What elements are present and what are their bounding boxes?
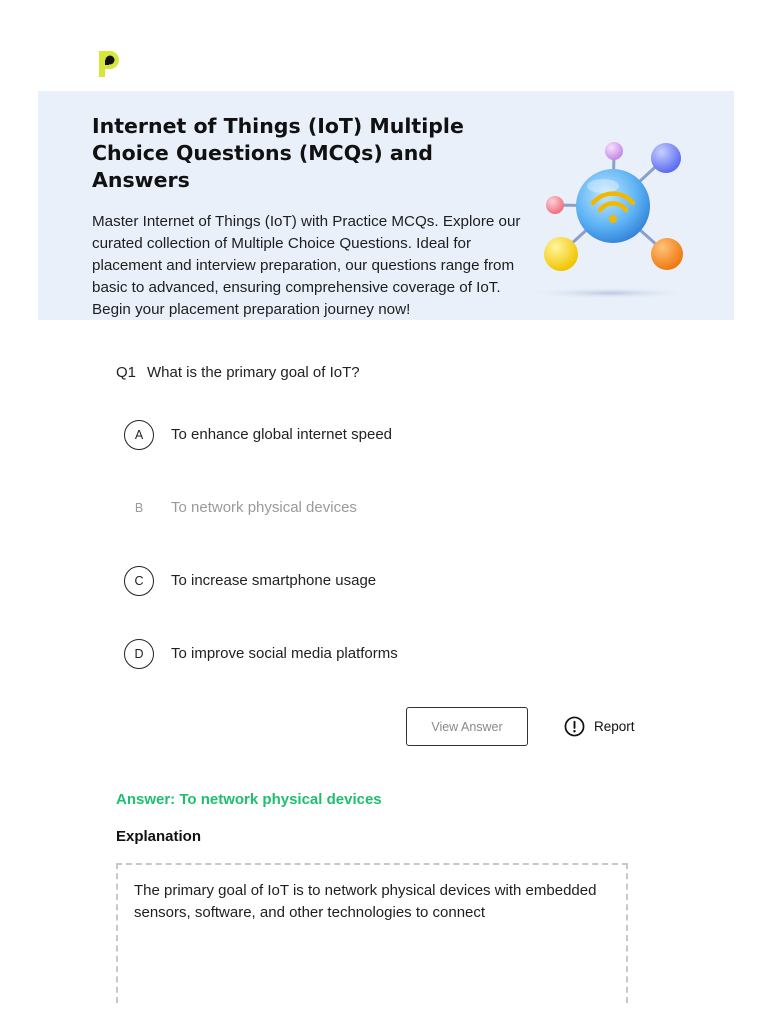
page-title: Internet of Things (IoT) Multiple Choice Questions (MCQs) and Answers: [92, 114, 464, 192]
explanation-title: Explanation: [116, 828, 202, 845]
explanation-text: The primary goal of IoT is to network physical devices with embedded sensors, software, and other technologies to connect: [134, 882, 597, 921]
option-letter: C: [124, 566, 154, 596]
view-answer-button[interactable]: View Answer: [406, 707, 528, 746]
option-d[interactable]: [124, 639, 644, 671]
explanation-box: [116, 863, 628, 1003]
option-text: To increase smartphone usage: [171, 572, 377, 589]
alert-circle-icon: [564, 716, 585, 737]
page-description: Master Internet of Things (IoT) with Practice MCQs. Explore our curated collection of Multiple Choice Questions. Ideal for placement and interview preparation, our questions range from basic to advanced, ensuring comprehensive coverage of IoT. Begin your placement preparation journey now!: [92, 213, 521, 318]
report-button[interactable]: [564, 715, 635, 737]
report-label: Report: [594, 718, 635, 734]
option-c[interactable]: [124, 566, 644, 598]
option-text: To improve social media platforms: [171, 645, 398, 662]
question-number: Q1: [116, 364, 137, 381]
option-text: To enhance global internet speed: [171, 426, 393, 443]
option-letter: B: [134, 501, 144, 515]
option-a[interactable]: [124, 420, 644, 452]
option-letter: D: [124, 639, 154, 669]
option-text: To network physical devices: [171, 499, 357, 516]
p-logo-icon[interactable]: [96, 48, 122, 78]
answer-text: Answer: To network physical devices: [116, 791, 382, 808]
question-text: What is the primary goal of IoT?: [147, 364, 360, 381]
option-b[interactable]: [124, 493, 644, 525]
hero-banner: [38, 91, 734, 320]
option-letter: A: [124, 420, 154, 450]
iot-network-icon: [500, 131, 700, 311]
